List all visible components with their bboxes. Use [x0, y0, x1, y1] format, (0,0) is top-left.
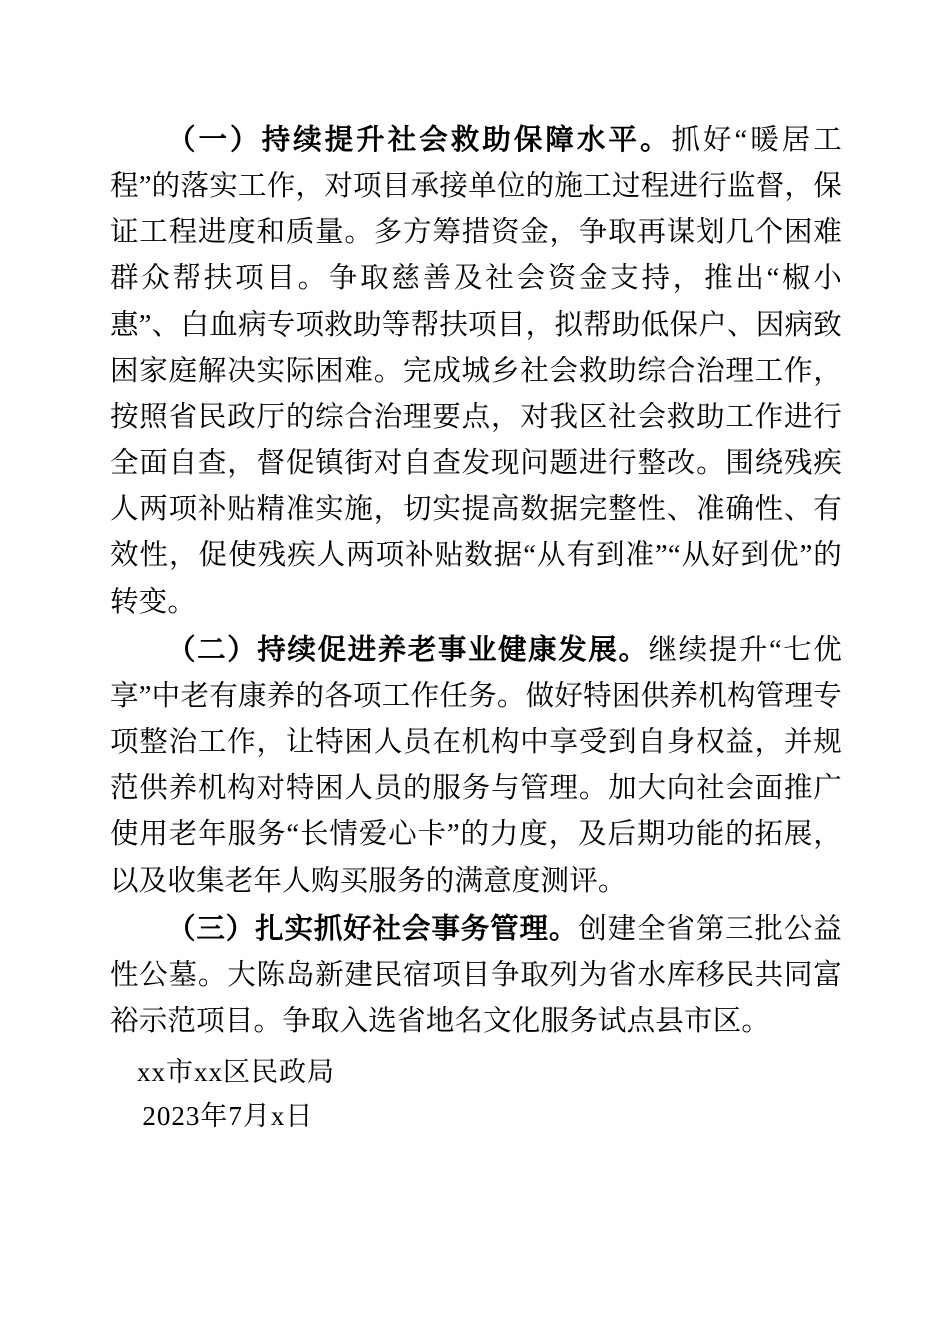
paragraph-one-text: 抓好“暖居工程”的落实工作，对项目承接单位的施工过程进行监督，保证工程进度和质量。多方筹措资金，争取再谋划几个困难群众帮扶项目。争取慈善及社会资金支持，推出“椒小惠”、白血病专项救助等帮扶项目，拟帮助低保户、因病致困家庭解决实际困难。完成城乡社会救助综合治理工作，按照省民政厅的综合治理要点，对我区社会救助工作进行全面自查，督促镇街对自查发现问题进行整改。围绕残疾人两项补贴精准实施，切实提高数据完整性、准确性、有效性，促使残疾人两项补贴数据“从有到准”“从好到优”的转变。: [110, 125, 843, 618]
document-body: [110, 118, 842, 1139]
paragraph-three-heading: （三）扎实抓好社会事务管理。: [167, 913, 579, 945]
signature-organization: xx市xx区民政局: [137, 1057, 335, 1088]
signature-date: 2023年7月x日: [142, 1100, 314, 1131]
paragraph-three: [110, 907, 842, 1045]
signature-block: [110, 1051, 842, 1138]
paragraph-two: [110, 628, 842, 905]
paragraph-one-heading: （一）持续提升社会救助保障水平。: [167, 125, 672, 156]
paragraph-two-heading: （二）持续促进养老事业健康发展。: [167, 634, 649, 666]
paragraph-one: [110, 118, 842, 626]
paragraph-two-text: 继续提升“七优享”中老有康养的各项工作任务。做好特困供养机构管理专项整治工作，让特困人员在机构中享受到自身权益，并规范供养机构对特困人员的服务与管理。加大向社会面推广使用老年服务“长情爱心卡”的力度，及后期功能的拓展，以及收集老年人购买服务的满意度测评。: [110, 634, 842, 897]
paragraph-three-text: 创建全省第三批公益性公墓。大陈岛新建民宿项目争取列为省水库移民共同富裕示范项目。争取入选省地名文化服务试点县市区。: [110, 913, 842, 1037]
